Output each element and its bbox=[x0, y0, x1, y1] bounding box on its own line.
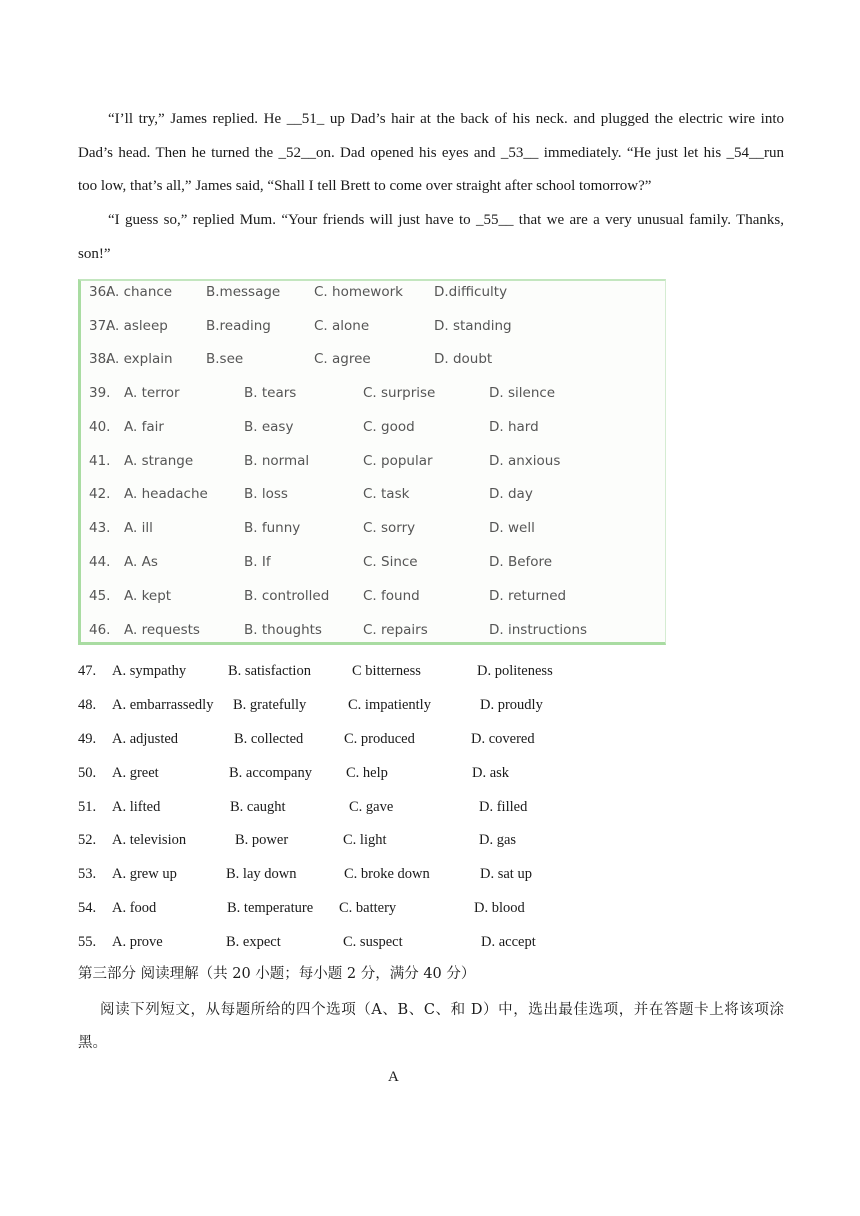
option-a: A. television bbox=[112, 832, 187, 848]
question-number: 44. bbox=[89, 554, 111, 570]
option-d: D. day bbox=[489, 486, 533, 502]
option-c: C. good bbox=[363, 419, 415, 435]
paragraph-line: Dad’s head. Then he turned the _52__on. Dad opened his eyes and _53__ immediately. “He just let his _54__run bbox=[78, 144, 784, 161]
image-question-row bbox=[81, 554, 665, 574]
option-c: C. sorry bbox=[363, 520, 416, 536]
option-b: B. collected bbox=[234, 731, 304, 747]
question-number: 48. bbox=[78, 697, 97, 713]
question-number: 40. bbox=[89, 419, 111, 435]
question-number: 52. bbox=[78, 832, 97, 848]
image-question-row bbox=[81, 385, 665, 405]
option-b: B. controlled bbox=[244, 588, 330, 604]
option-d: D. anxious bbox=[489, 453, 561, 469]
option-a: A. chance bbox=[106, 284, 173, 300]
option-c: C. broke down bbox=[344, 866, 430, 882]
question-number: 54. bbox=[78, 900, 97, 916]
option-c: C. surprise bbox=[363, 385, 436, 401]
paragraph-line: son!” bbox=[78, 245, 111, 262]
question-row bbox=[78, 900, 778, 920]
question-number: 43. bbox=[89, 520, 111, 536]
option-b: B. satisfaction bbox=[228, 663, 311, 679]
option-d: D. silence bbox=[489, 385, 556, 401]
option-d: D. gas bbox=[479, 832, 517, 848]
passage-paragraph-2 bbox=[78, 204, 784, 271]
option-d: D. blood bbox=[474, 900, 525, 916]
option-c: C. Since bbox=[363, 554, 418, 570]
option-b: B. power bbox=[235, 832, 289, 848]
option-d: D. Before bbox=[489, 554, 553, 570]
option-c: C. alone bbox=[314, 318, 370, 334]
option-c: C. homework bbox=[314, 284, 403, 300]
option-d: D. standing bbox=[434, 318, 512, 334]
question-number: 55. bbox=[78, 934, 97, 950]
option-d: D. instructions bbox=[489, 622, 588, 638]
instruction-line: 阅读下列短文，从每题所给的四个选项（A、B、C、和 D）中，选出最佳选项，并在答题卡上将该项涂 bbox=[100, 1002, 784, 1018]
option-b: B. normal bbox=[244, 453, 310, 469]
option-a: A. fair bbox=[124, 419, 164, 435]
question-number: 45. bbox=[89, 588, 111, 604]
option-c: C. suspect bbox=[343, 934, 403, 950]
question-number: 41. bbox=[89, 453, 111, 469]
question-number: 46. bbox=[89, 622, 111, 638]
option-d: D. hard bbox=[489, 419, 539, 435]
option-b: B. caught bbox=[230, 799, 286, 815]
option-d: D. ask bbox=[472, 765, 510, 781]
image-question-row bbox=[81, 284, 665, 304]
option-c: C. gave bbox=[349, 799, 394, 815]
option-c: C. impatiently bbox=[348, 697, 431, 713]
paragraph-line: “I guess so,” replied Mum. “Your friends will just have to _55__ that we are a very unusual family. Thanks, bbox=[108, 212, 784, 228]
option-a: A. greet bbox=[112, 765, 159, 781]
option-c: C bitterness bbox=[352, 663, 421, 679]
option-b: B. lay down bbox=[226, 866, 297, 882]
option-a: A. sympathy bbox=[112, 663, 187, 679]
option-b: B. temperature bbox=[227, 900, 314, 916]
option-a: A. kept bbox=[124, 588, 172, 604]
question-number: 49. bbox=[78, 731, 97, 747]
option-a: A. explain bbox=[106, 351, 173, 367]
image-question-row bbox=[81, 520, 665, 540]
option-c: C. produced bbox=[344, 731, 415, 747]
passage-label: A bbox=[388, 1069, 399, 1085]
option-a: A. ill bbox=[124, 520, 153, 536]
option-d: D. filled bbox=[479, 799, 528, 815]
option-a: A. asleep bbox=[106, 318, 168, 334]
image-question-row bbox=[81, 318, 665, 338]
question-row bbox=[78, 799, 778, 819]
option-a: A. As bbox=[124, 554, 158, 570]
option-a: A. headache bbox=[124, 486, 208, 502]
option-a: A. requests bbox=[124, 622, 200, 638]
question-number: 47. bbox=[78, 663, 97, 679]
scanned-options-image bbox=[78, 279, 666, 645]
option-c: C. light bbox=[343, 832, 387, 848]
option-d: D. sat up bbox=[480, 866, 532, 882]
option-c: C. task bbox=[363, 486, 410, 502]
question-row bbox=[78, 765, 778, 785]
option-a: A. food bbox=[112, 900, 157, 916]
paragraph-line: “I’ll try,” James replied. He __51_ up Dad’s hair at the back of his neck. and plugged the electric wire into bbox=[108, 111, 784, 127]
image-question-row bbox=[81, 419, 665, 439]
option-c: C. found bbox=[363, 588, 420, 604]
image-question-row bbox=[81, 453, 665, 473]
image-question-row bbox=[81, 622, 665, 642]
image-question-row bbox=[81, 486, 665, 506]
question-number: 53. bbox=[78, 866, 97, 882]
option-d: D. accept bbox=[481, 934, 536, 950]
option-c: C. battery bbox=[339, 900, 397, 916]
option-b: B. If bbox=[244, 554, 271, 570]
option-b: B. easy bbox=[244, 419, 294, 435]
passage-paragraph-1 bbox=[78, 103, 784, 204]
option-a: A. terror bbox=[124, 385, 180, 401]
option-b: B. loss bbox=[244, 486, 288, 502]
option-d: D. returned bbox=[489, 588, 567, 604]
option-c: C. popular bbox=[363, 453, 433, 469]
option-b: B.reading bbox=[206, 318, 271, 334]
question-row bbox=[78, 866, 778, 886]
option-a: A. grew up bbox=[112, 866, 177, 882]
question-row bbox=[78, 697, 778, 717]
paragraph-line: too low, that’s all,” James said, “Shall I tell Brett to come over straight after school tomorrow?” bbox=[78, 178, 652, 194]
option-a: A. embarrassedly bbox=[112, 697, 214, 713]
option-d: D. covered bbox=[471, 731, 535, 747]
question-number: 51. bbox=[78, 799, 97, 815]
option-c: C. help bbox=[346, 765, 388, 781]
option-d: D.difficulty bbox=[434, 284, 508, 300]
question-number: 36. bbox=[89, 284, 111, 300]
question-row bbox=[78, 731, 778, 751]
section-title: 第三部分 阅读理解（共 20 小题；每小题 2 分，满分 40 分） bbox=[78, 966, 476, 982]
option-d: D. politeness bbox=[477, 663, 553, 679]
image-question-row bbox=[81, 351, 665, 371]
option-a: A. adjusted bbox=[112, 731, 179, 747]
option-c: C. repairs bbox=[363, 622, 428, 638]
question-row bbox=[78, 663, 778, 683]
question-number: 38. bbox=[89, 351, 111, 367]
option-d: D. proudly bbox=[480, 697, 543, 713]
option-b: B. gratefully bbox=[233, 697, 307, 713]
question-number: 39. bbox=[89, 385, 111, 401]
option-a: A. strange bbox=[124, 453, 194, 469]
option-a: A. prove bbox=[112, 934, 163, 950]
option-b: B. expect bbox=[226, 934, 281, 950]
option-b: B. accompany bbox=[229, 765, 312, 781]
question-number: 37. bbox=[89, 318, 111, 334]
option-b: B. tears bbox=[244, 385, 297, 401]
question-row bbox=[78, 934, 778, 954]
option-b: B.see bbox=[206, 351, 244, 367]
section-instruction bbox=[78, 994, 784, 1060]
option-a: A. lifted bbox=[112, 799, 161, 815]
option-d: D. doubt bbox=[434, 351, 493, 367]
option-b: B. thoughts bbox=[244, 622, 322, 638]
option-d: D. well bbox=[489, 520, 535, 536]
option-b: B.message bbox=[206, 284, 281, 300]
question-number: 50. bbox=[78, 765, 97, 781]
question-row bbox=[78, 832, 778, 852]
instruction-line: 黑。 bbox=[78, 1035, 107, 1051]
option-b: B. funny bbox=[244, 520, 301, 536]
option-c: C. agree bbox=[314, 351, 371, 367]
image-question-row bbox=[81, 588, 665, 608]
question-number: 42. bbox=[89, 486, 111, 502]
